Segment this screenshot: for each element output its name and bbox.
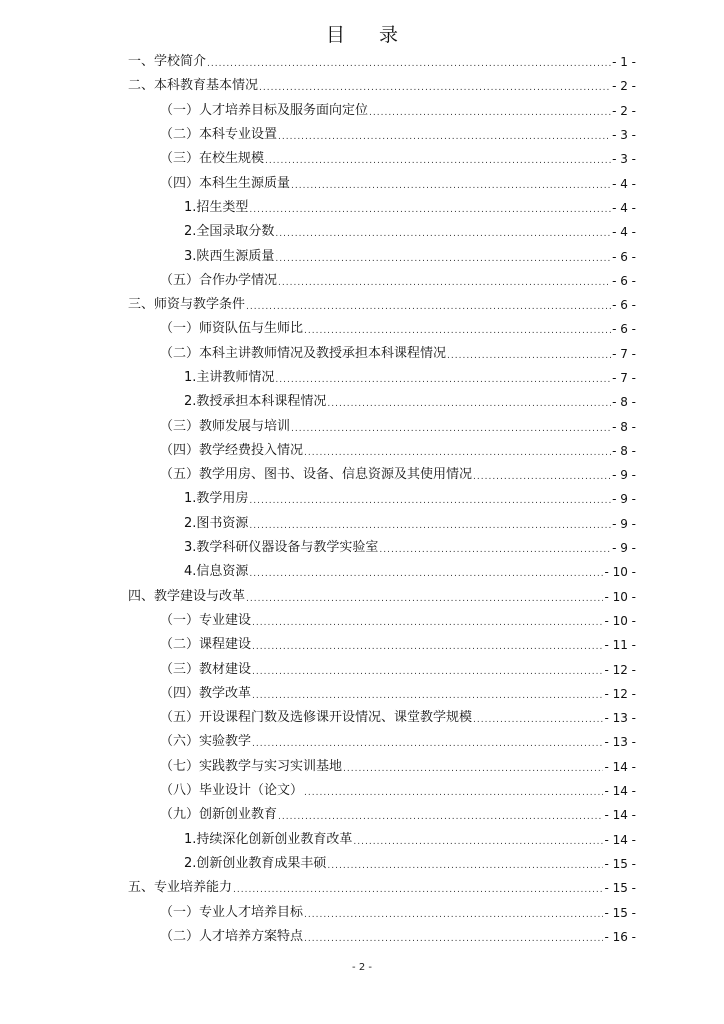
toc-entry-title: 1.持续深化创新创业教育改革 — [184, 831, 353, 847]
dot-leader — [278, 275, 611, 291]
toc-entry-page-number: - 10 - — [604, 613, 636, 628]
toc-entry[interactable] — [0, 366, 724, 390]
toc-entry-page-number: - 11 - — [604, 638, 636, 653]
toc-entry[interactable] — [0, 730, 724, 754]
toc-entry-page-number: - 9 - — [612, 492, 636, 507]
toc-entry[interactable] — [0, 317, 724, 341]
toc-entry-title: 一、学校简介 — [128, 54, 207, 70]
dot-leader — [275, 251, 611, 267]
dot-leader — [249, 202, 611, 218]
toc-entry-page-number: - 12 - — [604, 662, 636, 677]
toc-entry[interactable] — [0, 50, 724, 74]
dot-leader — [252, 736, 603, 752]
toc-entry-page-number: - 16 - — [604, 929, 636, 944]
dot-leader — [304, 785, 603, 801]
toc-entry-title: （二）人才培养方案特点 — [160, 928, 304, 944]
toc-entry-page-number: - 15 - — [604, 905, 636, 920]
toc-entry-page-number: - 9 - — [612, 468, 636, 483]
toc-entry[interactable] — [0, 828, 724, 852]
toc-entry-page-number: - 6 - — [612, 249, 636, 264]
toc-entry[interactable] — [0, 414, 724, 438]
toc-entry[interactable] — [0, 244, 724, 268]
toc-entry-page-number: - 8 - — [612, 419, 636, 434]
toc-entry-page-number: - 2 - — [612, 79, 636, 94]
toc-entry-page-number: - 6 - — [612, 322, 636, 337]
toc-entry-title: （四）教学经费投入情况 — [160, 442, 304, 458]
toc-entry-title: （九）创新创业教育 — [160, 807, 278, 823]
toc-entry-page-number: - 14 - — [604, 832, 636, 847]
toc-entry[interactable] — [0, 900, 724, 924]
toc-entry-page-number: - 1 - — [612, 55, 636, 70]
toc-entry-page-number: - 3 - — [612, 128, 636, 143]
toc-entry-page-number: - 14 - — [604, 808, 636, 823]
toc-entry-title: （五）合作办学情况 — [160, 272, 278, 288]
dot-leader — [252, 615, 603, 631]
toc-entry[interactable] — [0, 487, 724, 511]
toc-entry[interactable] — [0, 220, 724, 244]
toc-entry-page-number: - 2 - — [612, 103, 636, 118]
dot-leader — [246, 299, 611, 315]
toc-entry-page-number: - 8 - — [612, 395, 636, 410]
toc-entry-page-number: - 15 - — [604, 856, 636, 871]
toc-entry-page-number: - 8 - — [612, 443, 636, 458]
toc-entry-title: （四）教学改革 — [160, 685, 252, 701]
dot-leader — [249, 566, 603, 582]
toc-entry[interactable] — [0, 682, 724, 706]
dot-leader — [304, 445, 611, 461]
toc-entry-title: 1.主讲教师情况 — [184, 370, 275, 385]
dot-leader — [252, 639, 603, 655]
toc-entry-title: （三）教材建设 — [160, 661, 252, 677]
toc-entry-page-number: - 10 - — [604, 589, 636, 604]
dot-leader — [304, 907, 603, 923]
toc-entry[interactable] — [0, 779, 724, 803]
dot-leader — [207, 56, 611, 72]
toc-entry-title: （三）在校生规模 — [160, 151, 265, 167]
toc-entry-title: （七）实践教学与实习实训基地 — [160, 758, 343, 774]
toc-entry[interactable] — [0, 585, 724, 609]
page-number: - 2 - — [352, 962, 372, 973]
toc-entry[interactable] — [0, 123, 724, 147]
toc-entry-page-number: - 9 - — [612, 516, 636, 531]
toc-entry-title: （二）本科专业设置 — [160, 127, 278, 143]
dot-leader — [369, 105, 611, 121]
toc-entry-page-number: - 13 - — [604, 711, 636, 726]
toc-entry-title: （一）师资队伍与生师比 — [160, 321, 304, 337]
toc-entry[interactable] — [0, 803, 724, 827]
toc-entry[interactable] — [0, 147, 724, 171]
toc-entry-title: 四、教学建设与改革 — [128, 588, 246, 604]
toc-entry[interactable] — [0, 439, 724, 463]
toc-entry-title: 二、本科教育基本情况 — [128, 78, 259, 94]
dot-leader — [343, 761, 603, 777]
dot-leader — [278, 129, 611, 145]
toc-entry[interactable] — [0, 633, 724, 657]
dot-leader — [252, 688, 603, 704]
toc-entry[interactable] — [0, 876, 724, 900]
toc-entry-title: （二）本科主讲教师情况及教授承担本科课程情况 — [160, 345, 447, 361]
toc-entry-title: （三）教师发展与培训 — [160, 418, 291, 434]
toc-entry-title: （一）专业人才培养目标 — [160, 904, 304, 920]
toc-entry[interactable] — [0, 925, 724, 949]
toc-entry-title: 五、专业培养能力 — [128, 880, 233, 896]
toc-entry[interactable] — [0, 196, 724, 220]
dot-leader — [473, 469, 611, 485]
toc-entry[interactable] — [0, 852, 724, 876]
toc-entry-title: 1.教学用房 — [184, 491, 249, 507]
dot-leader — [291, 421, 611, 437]
dot-leader — [252, 664, 603, 680]
toc-entry-page-number: - 4 - — [612, 176, 636, 191]
toc-entry-page-number: - 9 - — [612, 541, 636, 556]
toc-entry-title: （二）课程建设 — [160, 637, 252, 653]
dot-leader — [327, 858, 603, 874]
toc-entry[interactable] — [0, 560, 724, 584]
toc-entry-page-number: - 4 - — [612, 225, 636, 240]
toc-entry[interactable] — [0, 99, 724, 123]
toc-entry[interactable] — [0, 390, 724, 414]
page-title: 目 录 — [325, 24, 413, 46]
toc-entry-page-number: - 4 - — [612, 200, 636, 215]
toc-entry-title: （五）教学用房、图书、设备、信息资源及其使用情况 — [160, 467, 473, 483]
toc-entry[interactable] — [0, 171, 724, 195]
toc-entry-page-number: - 14 - — [604, 759, 636, 774]
toc-entry[interactable] — [0, 536, 724, 560]
toc-entry-title: 2.全国录取分数 — [184, 224, 275, 240]
toc-entry-title: 2.教授承担本科课程情况 — [184, 394, 327, 410]
toc-entry-title: （八）毕业设计（论文） — [160, 783, 304, 799]
dot-leader — [379, 542, 611, 558]
toc-entry[interactable] — [0, 74, 724, 98]
dot-leader — [327, 396, 611, 412]
toc-entry-page-number: - 7 - — [612, 346, 636, 361]
toc-entry-title: 3.教学科研仪器设备与教学实验室 — [184, 540, 379, 556]
toc-entry[interactable] — [0, 512, 724, 536]
toc-entry[interactable] — [0, 609, 724, 633]
dot-leader — [275, 372, 611, 388]
toc-entry-title: （四）本科生生源质量 — [160, 175, 291, 191]
toc-entry-title: （五）开设课程门数及选修课开设情况、课堂教学规模 — [160, 710, 473, 726]
toc-entry[interactable] — [0, 342, 724, 366]
dot-leader — [447, 348, 611, 364]
toc-entry-title: 2.创新创业教育成果丰硕 — [184, 855, 327, 871]
toc-entry-page-number: - 3 - — [612, 152, 636, 167]
toc-entry-title: （一）专业建设 — [160, 612, 252, 628]
table-of-contents — [0, 50, 724, 949]
dot-leader — [233, 882, 603, 898]
dot-leader — [304, 323, 611, 339]
dot-leader — [353, 834, 603, 850]
dot-leader — [249, 518, 611, 534]
toc-entry[interactable] — [0, 657, 724, 681]
toc-entry-page-number: - 10 - — [604, 565, 636, 580]
dot-leader — [291, 178, 611, 194]
toc-entry[interactable] — [0, 269, 724, 293]
toc-entry-page-number: - 14 - — [604, 784, 636, 799]
toc-entry-title: （六）实验教学 — [160, 734, 252, 750]
toc-entry-page-number: - 12 - — [604, 686, 636, 701]
dot-leader — [265, 153, 611, 169]
dot-leader — [275, 226, 611, 242]
toc-entry-page-number: - 13 - — [604, 735, 636, 750]
toc-entry[interactable] — [0, 463, 724, 487]
toc-entry-title: 2.图书资源 — [184, 515, 249, 531]
dot-leader — [473, 712, 603, 728]
toc-entry-page-number: - 6 - — [612, 273, 636, 288]
dot-leader — [278, 809, 603, 825]
dot-leader — [246, 591, 603, 607]
toc-entry-title: （一）人才培养目标及服务面向定位 — [160, 102, 369, 118]
toc-entry[interactable] — [0, 293, 724, 317]
dot-leader — [304, 931, 603, 947]
toc-entry-page-number: - 7 - — [612, 371, 636, 385]
toc-entry-title: 三、师资与教学条件 — [128, 297, 246, 313]
toc-entry-title: 3.陕西生源质量 — [184, 248, 275, 264]
dot-leader — [249, 493, 611, 509]
toc-entry-title: 4.信息资源 — [184, 564, 249, 580]
toc-entry-page-number: - 15 - — [604, 881, 636, 896]
toc-entry[interactable] — [0, 706, 724, 730]
toc-entry-title: 1.招生类型 — [184, 199, 249, 215]
toc-entry[interactable] — [0, 755, 724, 779]
dot-leader — [259, 80, 611, 96]
toc-entry-page-number: - 6 - — [612, 298, 636, 313]
